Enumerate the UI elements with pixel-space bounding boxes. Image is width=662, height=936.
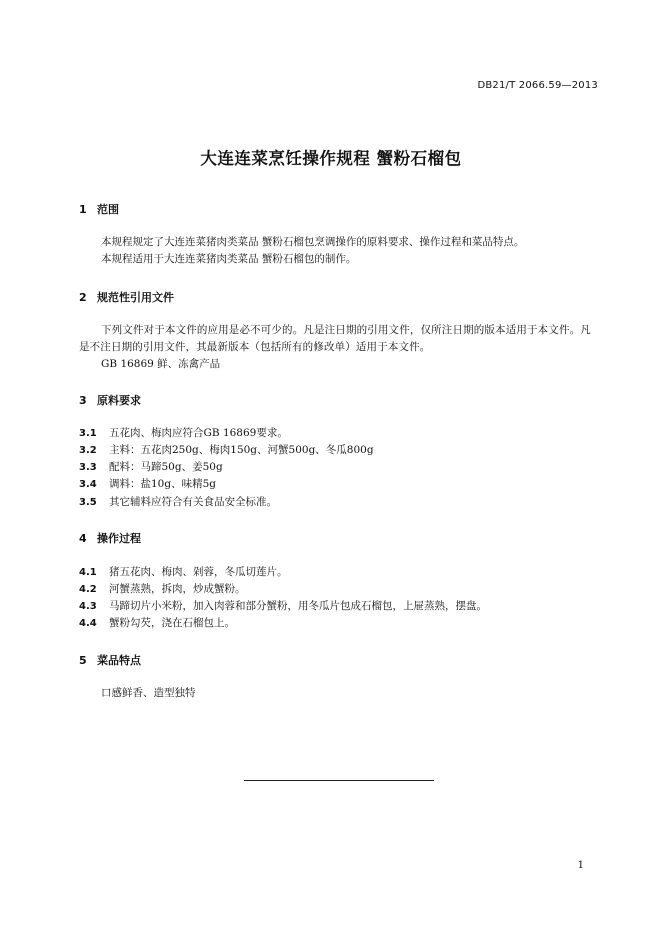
process-item: [79, 598, 487, 613]
item-number: 3.2: [79, 445, 97, 456]
references-paragraph: 下列文件对于本文件的应用是必不可少的。凡是注日期的引用文件，仅所注日期的版本适用于本文件。凡是不注日期的引用文件，其最新版本（包括所有的修改单）适用于本文件。: [79, 324, 591, 353]
item-number: 3.5: [79, 497, 97, 508]
section-title: 操作过程: [97, 532, 141, 545]
materials-item: [79, 494, 277, 509]
item-text: 蟹粉勾芡，浇在石榴包上。: [109, 617, 235, 629]
scope-paragraph-1: 本规程规定了大连连菜猪肉类菜品 蟹粉石榴包烹调操作的原料要求、操作过程和菜品特点。: [101, 236, 525, 248]
materials-item: [79, 442, 374, 457]
end-rule: [244, 780, 434, 781]
materials-item: [79, 476, 216, 491]
item-text: 五花肉、梅肉应符合GB 16869要求。: [109, 427, 288, 439]
section-number: 1: [79, 203, 87, 216]
section-title: 原料要求: [97, 394, 141, 407]
features-text: 口感鲜香、造型独特: [101, 687, 196, 699]
item-number: 4.1: [79, 567, 97, 578]
section-number: 2: [79, 291, 87, 304]
process-item: [79, 615, 235, 630]
materials-item: [79, 425, 288, 440]
item-text: 猪五花肉、梅肉、剁蓉，冬瓜切莲片。: [109, 566, 288, 578]
section-heading-process: [79, 530, 141, 546]
item-text: 配料：马蹄50g、姜50g: [109, 461, 223, 473]
reference-entry: GB 16869 鲜、冻禽产品: [101, 358, 221, 370]
item-number: 4.2: [79, 584, 97, 595]
section-title: 规范性引用文件: [97, 291, 174, 304]
item-text: 调料：盐10g、味精5g: [109, 478, 216, 490]
materials-item: [79, 459, 223, 474]
section-title: 范围: [97, 203, 119, 216]
item-text: 其它辅料应符合有关食品安全标准。: [109, 496, 277, 508]
page-number: 1: [577, 860, 584, 871]
process-item: [79, 564, 288, 579]
section-number: 3: [79, 394, 87, 407]
item-text: 主料：五花肉250g、梅肉150g、河蟹500g、冬瓜800g: [109, 444, 374, 456]
section-heading-features: [79, 652, 141, 668]
section-number: 4: [79, 532, 87, 545]
item-number: 3.4: [79, 479, 97, 490]
section-heading-materials: [79, 392, 141, 408]
section-number: 5: [79, 654, 87, 667]
item-number: 4.3: [79, 601, 97, 612]
section-heading-scope: [79, 201, 119, 217]
document-number: DB21/T 2066.59—2013: [477, 80, 598, 91]
document-title: 大连连菜烹饪操作规程 蟹粉石榴包: [200, 149, 462, 168]
item-number: 3.3: [79, 462, 97, 473]
section-heading-references: [79, 289, 174, 305]
item-number: 4.4: [79, 618, 97, 629]
item-text: 马蹄切片小米粉，加入肉蓉和部分蟹粉，用冬瓜片包成石榴包，上屉蒸熟，摆盘。: [109, 600, 487, 612]
item-number: 3.1: [79, 428, 97, 439]
scope-paragraph-2: 本规程适用于大连连菜猪肉类菜品 蟹粉石榴包的制作。: [101, 253, 357, 265]
section-title: 菜品特点: [97, 654, 141, 667]
item-text: 河蟹蒸熟，拆肉，炒成蟹粉。: [109, 583, 246, 595]
process-item: [79, 581, 246, 596]
